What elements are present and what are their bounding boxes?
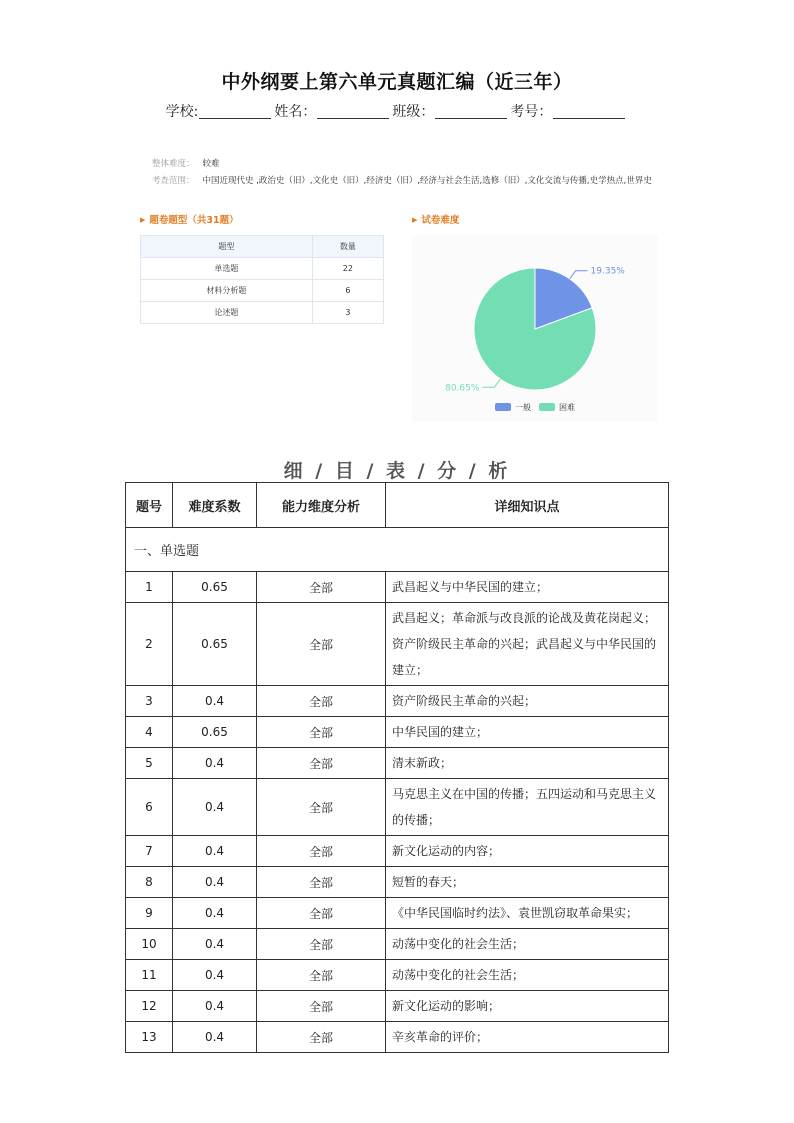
difficulty-value: 较难 <box>202 159 220 169</box>
knowledge-point-line: 辛亥革命的评价； <box>392 1030 489 1044</box>
table-cell: 22 <box>312 258 383 280</box>
ability-dimension-cell: 全部 <box>257 779 386 836</box>
question-number-cell: 2 <box>126 603 173 686</box>
knowledge-points-cell <box>386 686 669 717</box>
table-row <box>126 717 669 748</box>
ability-dimension-cell: 全部 <box>257 898 386 929</box>
table-row <box>126 991 669 1022</box>
page-title: 中外纲要上第六单元真题汇编（近三年） <box>221 71 573 93</box>
scope-value: 中国近现代史 ,政治史（旧）,文化史（旧）,经济史（旧）,经济与社会生活,选修（旧）,文化交流与传播,史学热点,世界史 <box>202 176 652 186</box>
column-header: 难度系数 <box>173 483 257 528</box>
table-row <box>126 748 669 779</box>
knowledge-point-line: 武昌起义；革命派与改良派的论战及黄花岗起义； <box>392 611 657 625</box>
legend-label: 困难 <box>559 403 575 412</box>
knowledge-point-line: 马克思主义在中国的传播；五四运动和马克思主义 <box>392 787 657 801</box>
field-examno-label: 考号： <box>510 104 553 120</box>
table-cell: 材料分析题 <box>141 280 313 302</box>
knowledge-point-line: 资产阶级民主革命的兴起； <box>392 694 537 708</box>
difficulty-chart-heading <box>412 212 459 226</box>
scope-meta <box>152 174 652 186</box>
difficulty-coef-cell: 0.4 <box>173 779 257 836</box>
legend-label: 一般 <box>515 403 531 412</box>
difficulty-coef-cell: 0.4 <box>173 960 257 991</box>
question-number-cell: 9 <box>126 898 173 929</box>
table-row <box>141 280 384 302</box>
detail-table <box>125 482 669 1053</box>
field-name-label: 姓名： <box>274 104 317 120</box>
column-header: 能力维度分析 <box>257 483 386 528</box>
difficulty-coef-cell: 0.65 <box>173 572 257 603</box>
difficulty-meta <box>152 157 220 169</box>
ability-dimension-cell: 全部 <box>257 717 386 748</box>
difficulty-chart-heading-text: 试卷难度 <box>421 215 460 226</box>
knowledge-points-cell <box>386 717 669 748</box>
ability-dimension-cell: 全部 <box>257 748 386 779</box>
ability-dimension-cell: 全部 <box>257 929 386 960</box>
knowledge-point-line: 武昌起义与中华民国的建立； <box>392 580 549 594</box>
question-number-cell: 10 <box>126 929 173 960</box>
knowledge-point-line: 动荡中变化的社会生活； <box>392 937 525 951</box>
difficulty-coef-cell: 0.4 <box>173 748 257 779</box>
knowledge-point-line: 短暂的春天； <box>392 875 465 889</box>
knowledge-point-line: 新文化运动的内容； <box>392 844 501 858</box>
triangle-bullet-icon: ▶ <box>140 216 146 224</box>
table-row <box>141 302 384 324</box>
question-number-cell: 8 <box>126 867 173 898</box>
question-number-cell: 11 <box>126 960 173 991</box>
table-row <box>126 898 669 929</box>
knowledge-points-cell <box>386 960 669 991</box>
table-row <box>126 836 669 867</box>
question-number-cell: 1 <box>126 572 173 603</box>
pie-data-label: 80.65% <box>445 383 480 394</box>
difficulty-coef-cell: 0.4 <box>173 836 257 867</box>
difficulty-coef-cell: 0.4 <box>173 686 257 717</box>
difficulty-pie-chart <box>412 235 658 422</box>
question-number-cell: 7 <box>126 836 173 867</box>
table-row <box>126 960 669 991</box>
pie-chart-svg <box>412 235 658 422</box>
section-label: 一、单选题 <box>126 528 669 572</box>
knowledge-points-cell <box>386 572 669 603</box>
question-number-cell: 3 <box>126 686 173 717</box>
ability-dimension-cell: 全部 <box>257 960 386 991</box>
question-number-cell: 6 <box>126 779 173 836</box>
difficulty-coef-cell: 0.4 <box>173 867 257 898</box>
knowledge-point-line: 中华民国的建立； <box>392 725 489 739</box>
difficulty-coef-cell: 0.4 <box>173 1022 257 1053</box>
field-examno-blank <box>553 104 625 119</box>
detail-section-title: 细 / 目 / 表 / 分 / 析 <box>283 460 511 482</box>
table-row <box>141 258 384 280</box>
difficulty-coef-cell: 0.65 <box>173 603 257 686</box>
difficulty-coef-cell: 0.4 <box>173 991 257 1022</box>
ability-dimension-cell: 全部 <box>257 867 386 898</box>
knowledge-points-cell <box>386 898 669 929</box>
question-types-table <box>140 235 384 324</box>
difficulty-label: 整体难度： <box>152 159 195 169</box>
knowledge-point-line: 清末新政； <box>392 756 453 770</box>
table-row <box>126 1022 669 1053</box>
knowledge-points-cell <box>386 991 669 1022</box>
question-number-cell: 4 <box>126 717 173 748</box>
ability-dimension-cell: 全部 <box>257 991 386 1022</box>
question-number-cell: 5 <box>126 748 173 779</box>
student-info-line <box>0 101 794 121</box>
knowledge-point-line: 新文化运动的影响； <box>392 999 501 1013</box>
knowledge-point-line: 动荡中变化的社会生活； <box>392 968 525 982</box>
ability-dimension-cell: 全部 <box>257 836 386 867</box>
knowledge-point-line: 建立； <box>392 663 429 677</box>
triangle-bullet-icon: ▶ <box>412 216 418 224</box>
ability-dimension-cell: 全部 <box>257 603 386 686</box>
question-types-heading <box>140 212 239 226</box>
field-school-blank <box>199 104 271 119</box>
knowledge-point-line: 资产阶级民主革命的兴起；武昌起义与中华民国的 <box>392 637 657 651</box>
knowledge-point-line: 《中华民国临时约法》、袁世凯窃取革命果实； <box>392 906 639 920</box>
field-school-label: 学校: <box>165 104 199 120</box>
column-header: 题型 <box>141 236 313 258</box>
ability-dimension-cell: 全部 <box>257 572 386 603</box>
knowledge-points-cell <box>386 836 669 867</box>
table-cell: 6 <box>312 280 383 302</box>
table-row <box>126 929 669 960</box>
ability-dimension-cell: 全部 <box>257 686 386 717</box>
table-cell: 论述题 <box>141 302 313 324</box>
knowledge-point-line: 的传播； <box>392 813 441 827</box>
table-row <box>126 686 669 717</box>
table-row <box>126 779 669 836</box>
question-types-heading-text: 题卷题型（共31题） <box>149 215 239 226</box>
question-number-cell: 12 <box>126 991 173 1022</box>
difficulty-coef-cell: 0.65 <box>173 717 257 748</box>
difficulty-coef-cell: 0.4 <box>173 929 257 960</box>
knowledge-points-cell <box>386 1022 669 1053</box>
ability-dimension-cell: 全部 <box>257 1022 386 1053</box>
pie-leader-line <box>570 271 588 279</box>
table-row <box>126 867 669 898</box>
table-cell: 3 <box>312 302 383 324</box>
knowledge-points-cell <box>386 748 669 779</box>
field-name-blank <box>317 104 389 119</box>
field-class-label: 班级： <box>392 104 435 120</box>
column-header: 题号 <box>126 483 173 528</box>
scope-label: 考查范围： <box>152 176 195 186</box>
table-header-row <box>141 236 384 258</box>
knowledge-points-cell <box>386 603 669 686</box>
table-header-row <box>126 483 669 528</box>
column-header: 数量 <box>312 236 383 258</box>
field-class-blank <box>435 104 507 119</box>
pie-data-label: 19.35% <box>590 266 625 277</box>
question-number-cell: 13 <box>126 1022 173 1053</box>
table-cell: 单选题 <box>141 258 313 280</box>
table-row <box>126 572 669 603</box>
knowledge-points-cell <box>386 867 669 898</box>
legend-swatch <box>495 403 511 411</box>
knowledge-points-cell <box>386 779 669 836</box>
legend-swatch <box>539 403 555 411</box>
knowledge-points-cell <box>386 929 669 960</box>
section-row <box>126 528 669 572</box>
difficulty-coef-cell: 0.4 <box>173 898 257 929</box>
table-row <box>126 603 669 686</box>
pie-leader-line <box>482 379 500 387</box>
column-header: 详细知识点 <box>386 483 669 528</box>
